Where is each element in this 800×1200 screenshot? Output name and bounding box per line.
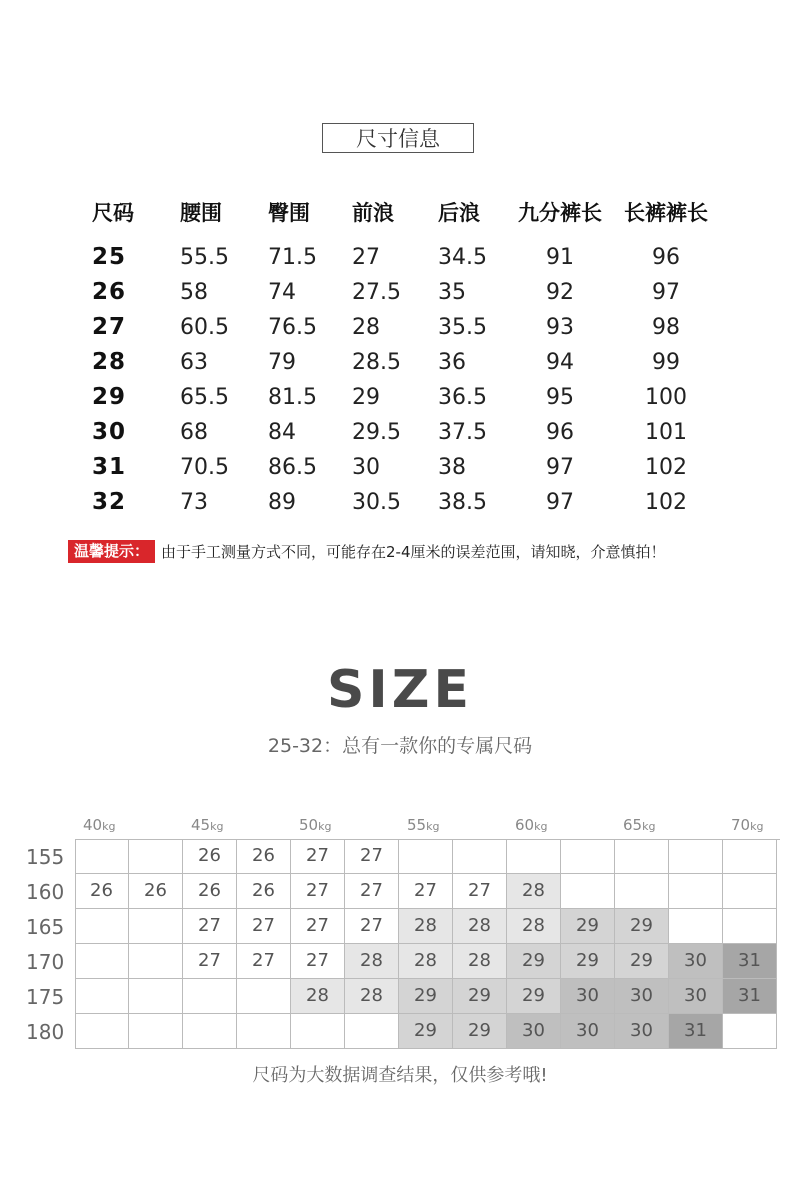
grid-cell: 30 — [669, 979, 723, 1014]
weight-label — [407, 814, 439, 838]
measurement-value: 38 — [438, 455, 466, 480]
size-value: 25 — [92, 244, 127, 270]
measurement-value: 81.5 — [268, 385, 317, 410]
weight-unit: kg — [750, 820, 764, 833]
grid-cell: 27 — [237, 944, 291, 979]
grid-cell: 30 — [615, 1014, 669, 1049]
grid-cell: 30 — [561, 979, 615, 1014]
grid-cell: 27 — [291, 909, 345, 944]
measurement-value: 63 — [180, 350, 208, 375]
measurement-value: 28.5 — [352, 350, 401, 375]
table-row — [0, 485, 800, 520]
grid-cell: 28 — [399, 944, 453, 979]
size-value: 27 — [92, 314, 127, 340]
weight-value: 55 — [407, 816, 427, 834]
grid-cell — [723, 839, 777, 874]
grid-cell: 27 — [345, 909, 399, 944]
grid-cell: 26 — [183, 874, 237, 909]
grid-cell — [129, 979, 183, 1014]
measurement-value: 102 — [645, 490, 687, 515]
measurement-value: 94 — [546, 350, 574, 375]
weight-unit: kg — [642, 820, 656, 833]
grid-cell — [723, 909, 777, 944]
measurement-value: 36.5 — [438, 385, 487, 410]
measurement-value: 100 — [645, 385, 687, 410]
grid-cell: 30 — [669, 944, 723, 979]
measurement-value: 98 — [652, 315, 680, 340]
measurement-value: 73 — [180, 490, 208, 515]
height-label: 170 — [26, 950, 65, 974]
grid-cell: 31 — [723, 979, 777, 1014]
grid-cell: 26 — [237, 874, 291, 909]
size-value: 31 — [92, 454, 127, 480]
measurement-value: 96 — [652, 245, 680, 270]
table-row — [0, 345, 800, 380]
measurement-value: 27 — [352, 245, 380, 270]
grid-cell: 27 — [399, 874, 453, 909]
grid-cell — [129, 839, 183, 874]
measurement-value: 102 — [645, 455, 687, 480]
grid-cell — [615, 839, 669, 874]
measurement-value: 89 — [268, 490, 296, 515]
measurement-value: 37.5 — [438, 420, 487, 445]
grid-cell: 28 — [345, 944, 399, 979]
grid-cell: 27 — [345, 874, 399, 909]
measurement-value: 86.5 — [268, 455, 317, 480]
table-row — [0, 310, 800, 345]
measurement-value: 99 — [652, 350, 680, 375]
measurement-value: 97 — [546, 490, 574, 515]
size-table-header-row — [0, 196, 800, 231]
grid-cell: 29 — [507, 979, 561, 1014]
measurement-value: 58 — [180, 280, 208, 305]
grid-cell: 26 — [129, 874, 183, 909]
grid-cell: 29 — [507, 944, 561, 979]
size-info-title: 尺寸信息 — [322, 123, 474, 153]
measurement-value: 55.5 — [180, 245, 229, 270]
grid-cell: 28 — [453, 909, 507, 944]
height-label: 180 — [26, 1020, 65, 1044]
grid-cell: 29 — [399, 979, 453, 1014]
notice-banner — [68, 539, 666, 563]
grid-cell — [75, 1014, 129, 1049]
notice-tag: 温馨提示： — [68, 540, 155, 563]
measurement-value: 68 — [180, 420, 208, 445]
grid-cell: 27 — [183, 944, 237, 979]
grid-cell — [723, 874, 777, 909]
table-row — [0, 240, 800, 275]
grid-cell — [561, 839, 615, 874]
grid-cell — [669, 874, 723, 909]
measurement-value: 74 — [268, 280, 296, 305]
grid-cell — [291, 1014, 345, 1049]
measurement-value: 96 — [546, 420, 574, 445]
weight-value: 70 — [731, 816, 751, 834]
grid-cell: 29 — [615, 944, 669, 979]
measurement-value: 84 — [268, 420, 296, 445]
grid-cell: 30 — [615, 979, 669, 1014]
height-label: 165 — [26, 915, 65, 939]
table-row — [0, 275, 800, 310]
weight-label — [623, 814, 655, 838]
measurement-value: 60.5 — [180, 315, 229, 340]
grid-cell: 27 — [345, 839, 399, 874]
height-label: 155 — [26, 845, 65, 869]
grid-cell: 27 — [291, 944, 345, 979]
grid-cell — [399, 839, 453, 874]
measurement-value: 30 — [352, 455, 380, 480]
header-waist: 腰围 — [180, 201, 222, 225]
size-heading: SIZE — [326, 660, 474, 720]
size-chart-footnote: 尺码为大数据调查结果，仅供参考哦! — [252, 1065, 548, 1086]
weight-unit: kg — [426, 820, 440, 833]
header-full-length: 长裤裤长 — [624, 201, 708, 225]
measurement-value: 35.5 — [438, 315, 487, 340]
grid-cell: 26 — [237, 839, 291, 874]
header-cropped-length: 九分裤长 — [518, 201, 602, 225]
grid-cell — [237, 979, 291, 1014]
weight-unit: kg — [210, 820, 224, 833]
measurement-value: 38.5 — [438, 490, 487, 515]
weight-label — [515, 814, 547, 838]
grid-cell — [615, 874, 669, 909]
grid-cell — [183, 1014, 237, 1049]
measurement-value: 79 — [268, 350, 296, 375]
grid-cell: 28 — [507, 909, 561, 944]
weight-unit: kg — [102, 820, 116, 833]
grid-cell — [237, 1014, 291, 1049]
grid-cell: 31 — [723, 944, 777, 979]
grid-cell — [453, 839, 507, 874]
grid-cell: 30 — [507, 1014, 561, 1049]
grid-cell: 27 — [291, 839, 345, 874]
grid-cell: 28 — [453, 944, 507, 979]
grid-cell: 31 — [669, 1014, 723, 1049]
header-front-rise: 前浪 — [352, 201, 394, 225]
grid-cell — [669, 909, 723, 944]
measurement-value: 97 — [546, 455, 574, 480]
measurement-value: 70.5 — [180, 455, 229, 480]
measurement-value: 34.5 — [438, 245, 487, 270]
size-value: 28 — [92, 349, 127, 375]
grid-cell: 29 — [453, 1014, 507, 1049]
grid-cell — [345, 1014, 399, 1049]
weight-value: 40 — [83, 816, 103, 834]
size-value: 32 — [92, 489, 127, 515]
grid-cell: 27 — [237, 909, 291, 944]
grid-cell — [75, 979, 129, 1014]
height-label: 175 — [26, 985, 65, 1009]
measurement-value: 95 — [546, 385, 574, 410]
grid-cell: 30 — [561, 1014, 615, 1049]
weight-label — [299, 814, 331, 838]
weight-value: 50 — [299, 816, 319, 834]
grid-cell — [75, 909, 129, 944]
header-size: 尺码 — [92, 201, 134, 225]
measurement-value: 93 — [546, 315, 574, 340]
measurement-value: 71.5 — [268, 245, 317, 270]
size-value: 26 — [92, 279, 127, 305]
grid-cell — [75, 944, 129, 979]
grid-cell: 29 — [561, 909, 615, 944]
measurement-value: 76.5 — [268, 315, 317, 340]
measurement-value: 65.5 — [180, 385, 229, 410]
weight-label — [731, 814, 763, 838]
size-value: 30 — [92, 419, 127, 445]
grid-cell — [669, 839, 723, 874]
grid-cell: 29 — [561, 944, 615, 979]
measurement-value: 97 — [652, 280, 680, 305]
grid-cell: 29 — [615, 909, 669, 944]
weight-value: 45 — [191, 816, 211, 834]
grid-cell — [129, 909, 183, 944]
grid-cell: 27 — [453, 874, 507, 909]
grid-cell: 29 — [453, 979, 507, 1014]
header-hip: 臀围 — [268, 201, 310, 225]
grid-cell — [183, 979, 237, 1014]
size-value: 29 — [92, 384, 127, 410]
grid-cell — [507, 839, 561, 874]
grid-cell: 28 — [507, 874, 561, 909]
size-subtitle: 25-32：总有一款你的专属尺码 — [267, 735, 533, 757]
weight-axis — [0, 814, 800, 836]
measurement-value: 28 — [352, 315, 380, 340]
measurement-value: 101 — [645, 420, 687, 445]
measurement-value: 36 — [438, 350, 466, 375]
measurement-value: 27.5 — [352, 280, 401, 305]
measurement-value: 92 — [546, 280, 574, 305]
weight-label — [83, 814, 115, 838]
table-row — [0, 450, 800, 485]
grid-cell: 27 — [291, 874, 345, 909]
grid-cell: 28 — [399, 909, 453, 944]
grid-cell: 26 — [183, 839, 237, 874]
table-row — [0, 415, 800, 450]
measurement-value: 29 — [352, 385, 380, 410]
table-row — [0, 380, 800, 415]
weight-value: 65 — [623, 816, 643, 834]
notice-text: 由于手工测量方式不同，可能存在2-4厘米的误差范围，请知晓，介意慎拍！ — [161, 542, 666, 561]
grid-cell: 28 — [291, 979, 345, 1014]
grid-cell: 28 — [345, 979, 399, 1014]
measurement-value: 30.5 — [352, 490, 401, 515]
weight-unit: kg — [534, 820, 548, 833]
grid-cell: 26 — [75, 874, 129, 909]
measurement-value: 35 — [438, 280, 466, 305]
grid-cell — [723, 1014, 777, 1049]
grid-cell: 29 — [399, 1014, 453, 1049]
measurement-value: 29.5 — [352, 420, 401, 445]
grid-cell — [129, 1014, 183, 1049]
measurement-value: 91 — [546, 245, 574, 270]
weight-value: 60 — [515, 816, 535, 834]
height-label: 160 — [26, 880, 65, 904]
grid-cell — [561, 874, 615, 909]
weight-unit: kg — [318, 820, 332, 833]
grid-cell: 27 — [183, 909, 237, 944]
grid-cell — [129, 944, 183, 979]
grid-cell — [75, 839, 129, 874]
header-back-rise: 后浪 — [438, 201, 480, 225]
weight-label — [191, 814, 223, 838]
